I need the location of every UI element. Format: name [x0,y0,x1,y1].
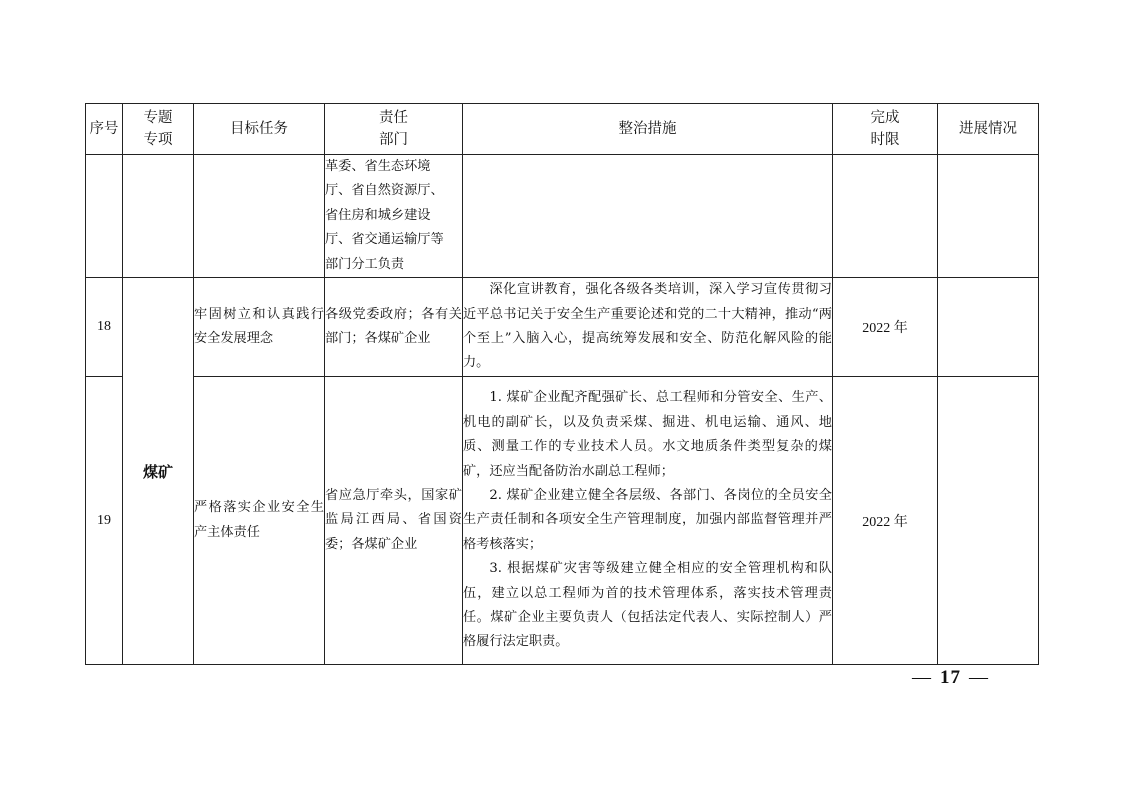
row-deadline: 2022 年 [833,377,938,665]
header-topic [123,104,194,155]
page-dash-left: — [912,667,932,688]
measure-item-3: 3. 根据煤矿灾害等级建立健全相应的安全管理机构和队伍，建立以总工程师为首的技术管理体系，落实技术管理责任。煤矿企业主要负责人（包括法定代表人、实际控制人）严格履行法定职责。 [463,561,832,650]
continued-dept-line: 厅、省交通运输厅等 [325,232,444,248]
table-header-row [86,104,1039,155]
row-measures [463,278,833,377]
header-deadline-line1: 完成 [870,110,900,126]
header-topic-line1: 专题 [143,110,173,126]
continued-dept-line: 革委、省生态环境 [325,159,431,174]
remediation-table [85,103,1039,665]
row-progress [938,377,1039,665]
continued-measures-cell [463,155,833,278]
header-deadline-line2: 时限 [870,132,900,148]
header-seq: 序号 [86,104,123,155]
header-dept-line2: 部门 [379,132,408,148]
continued-target-cell [194,155,325,278]
row-dept: 各级党委政府；各有关部门；各煤矿企业 [325,278,463,377]
page-dash-right: — [969,667,989,688]
row-seq: 19 [86,377,123,665]
row-measures [463,377,833,665]
continued-progress-cell [938,155,1039,278]
continued-dept-line: 厅、省自然资源厅、 [325,183,444,199]
row-deadline: 2022 年 [833,278,938,377]
row-progress [938,278,1039,377]
row-dept: 省应急厅牵头，国家矿监局江西局、省国资委；各煤矿企业 [325,377,463,665]
row-target: 严格落实企业安全生产主体责任 [194,377,325,665]
header-measures: 整治措施 [463,104,833,155]
row-seq: 18 [86,278,123,377]
measure-item-1: 1. 煤矿企业配齐配强矿长、总工程师和分管安全、生产、机电的副矿长，以及负责采煤、掘进、机电运输、通风、地质、测量工作的专业技术人员。水文地质条件类型复杂的煤矿，还应当配备防治水副总工程师； [463,390,832,479]
page-number [912,667,989,689]
continued-seq-cell [86,155,123,278]
table-row [86,278,1039,377]
continued-topic-cell [123,155,194,278]
header-deadline [833,104,938,155]
header-dept [325,104,463,155]
table-row [86,377,1039,665]
header-progress: 进展情况 [938,104,1039,155]
continued-dept-cell [325,155,463,278]
continued-dept-line: 省住房和城乡建设 [325,207,431,223]
category-cell: 煤矿 [123,278,194,665]
continued-deadline-cell [833,155,938,278]
row-target: 牢固树立和认真践行安全发展理念 [194,278,325,377]
header-topic-line2: 专项 [143,132,173,148]
header-target: 目标任务 [194,104,325,155]
measure-item-2: 2. 煤矿企业建立健全各层级、各部门、各岗位的全员安全生产责任制和各项安全生产管理制度，加强内部监督管理并严格考核落实； [463,487,832,552]
header-dept-line1: 责任 [379,110,408,126]
continued-dept-line: 部门分工负责 [325,256,405,272]
measure-paragraph: 深化宣讲教育，强化各级各类培训，深入学习宣传贯彻习近平总书记关于安全生产重要论述和党的二十大精神，推动“两个至上”入脑入心，提高统筹发展和安全、防范化解风险的能力。 [463,282,832,371]
table-row-continued [86,155,1039,278]
page-number-value: 17 [940,667,961,688]
